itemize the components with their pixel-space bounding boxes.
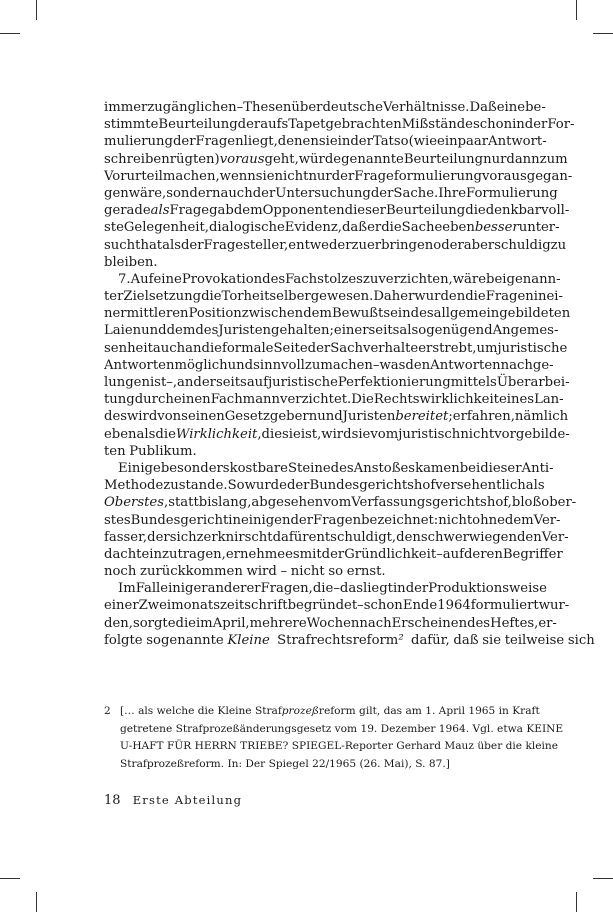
footnote-line <box>104 721 564 739</box>
footnote-number <box>104 756 120 774</box>
footnote-line <box>104 703 540 721</box>
text-line: fasser, der sich zerknirscht dafür entschuldigt, den schwerwiegenden Ver- <box>104 529 569 545</box>
text-line: Vorurteil machen, wenn sie nicht nur der Frageformulierung vorausgegan- <box>104 168 573 184</box>
running-head: Erste Abteilung <box>132 793 243 807</box>
crop-mark <box>593 878 613 879</box>
footnote-text: [… als welche die Kleine Strafprozeßreform gilt, das am 1. April 1965 in Kraft <box>120 705 540 717</box>
text-line: ten Publikum. <box>104 443 197 459</box>
footnote-number: 2 <box>104 705 111 717</box>
crop-mark <box>576 0 577 20</box>
text-line: sucht hat als der Fragesteller, entweder zu erbringen oder aber schuldig zu <box>104 237 567 253</box>
text-line: Einige besonders kostbare Steine des Anstoßes kamen bei dieser Anti- <box>118 460 554 476</box>
footnote <box>104 703 564 773</box>
footnote-line <box>104 756 522 774</box>
page-number: 18 <box>104 793 121 808</box>
footnote-text: Strafprozeßreform. In: Der Spiegel 22/1965 (26. Mai), S. 87.] <box>120 757 450 770</box>
text-line: Methode zustande. So wurde der Bundesgerichtshof versehentlich als <box>104 478 545 494</box>
text-line: mulierung der Fragen liegt, denen sie in der Tat so (wie ein paar Antwort- <box>104 134 547 150</box>
crop-mark <box>36 0 37 20</box>
text-line: 7. Auf eine Provokation des Fachstolzes zu verzichten, wäre bei genann- <box>118 271 561 287</box>
crop-mark <box>36 892 37 912</box>
text-line: tung durch einen Fachmann verzichtet. Die Rechtswirklichkeit eines Lan- <box>104 392 564 408</box>
footnote-number <box>104 721 120 739</box>
text-line: schreiben rügten) vorausgeht, würde genannte Beurteilung nur dann zum <box>104 151 568 167</box>
text-line: Antworten möglich und sinnvoll zu machen – was den Antworten nach ge- <box>104 357 554 373</box>
body-text <box>104 99 595 649</box>
page-footer <box>104 793 242 808</box>
crop-mark <box>576 892 577 912</box>
crop-mark <box>0 33 20 34</box>
text-line: ner mittleren Position zwischen dem Bewußtsein des allgemein gebildeten <box>104 306 571 322</box>
text-line: folgte sogenannte Kleine Strafrechtsreform² dafür, daß sie teilweise sich <box>104 632 595 648</box>
text-line: eben als die Wirklichkeit, die sie ist, wird sie vom juristisch nicht vorgebilde- <box>104 426 570 442</box>
text-line: stes Bundesgericht in einigen der Fragen bezeichnet: nicht ohne dem Ver- <box>104 512 561 528</box>
text-line: dacht einzutragen, er nehme es mit der Gründlichkeit – auf deren Begriff er <box>104 546 563 562</box>
text-line: noch zurückkommen wird – nicht so ernst. <box>104 564 386 580</box>
crop-mark <box>593 33 613 34</box>
text-line: Laien und dem des Juristen gehalten; einerseits also genügend Angemes- <box>104 323 559 339</box>
text-line: des wird von seinen Gesetzgebern und Juristen bereitet; erfahren, nämlich <box>104 409 569 425</box>
text-line: Im Fall einiger anderer Fragen, die – das liegt in der Produktionsweise <box>118 581 547 597</box>
footnote-number <box>104 738 120 756</box>
text-line: stimmte Beurteilung der aufs Tapet gebrachten Mißstände schon in der For- <box>104 117 575 133</box>
text-line: bleiben. <box>104 254 158 270</box>
footnote-text: getretene Strafprozeßänderungsgesetz vom 19. Dezember 1964. Vgl. etwa KEINE <box>120 722 564 735</box>
text-line: ter Zielsetzung die Torheit selber gewesen. Daher wurden die Fragen in ei- <box>104 289 563 305</box>
text-line: ste Gelegenheit, dialogische Evidenz, daß er die Sache eben besser unter- <box>104 220 560 236</box>
text-line: gen wäre, sondern auch der Untersuchung der Sache. Ihre Formulierung <box>104 185 558 201</box>
text-line: senheit auch an die formale Seite der Sachverhalte erstrebt, um juristische <box>104 340 568 356</box>
footnote-text: U-HAFT FÜR HERRN TRIEBE? SPIEGEL-Reporter Gerhard Mauz über die kleine <box>120 740 558 753</box>
crop-mark <box>0 878 20 879</box>
text-line: immer zugänglichen – Thesen über deutsche Verhältnisse. Daß eine be- <box>104 100 546 115</box>
text-line: einer Zweimonatszeitschrift begründet – schon Ende 1964 formuliert wur- <box>104 598 570 614</box>
text-line: Oberstes, statt bislang, abgesehen vom Verfassungsgerichtshof, bloß ober- <box>104 495 577 511</box>
text-line: gerade als Frage gab dem Opponenten dieser Beurteilung die denkbar voll- <box>104 203 570 219</box>
text-line: den, sorgte die im April, mehrere Wochen nach Erscheinen des Heftes, er- <box>104 615 557 631</box>
footnote-line <box>104 738 558 756</box>
text-line: lungen ist –, anderseits auf juristische Perfektionierung mittels Überarbei- <box>104 375 570 390</box>
